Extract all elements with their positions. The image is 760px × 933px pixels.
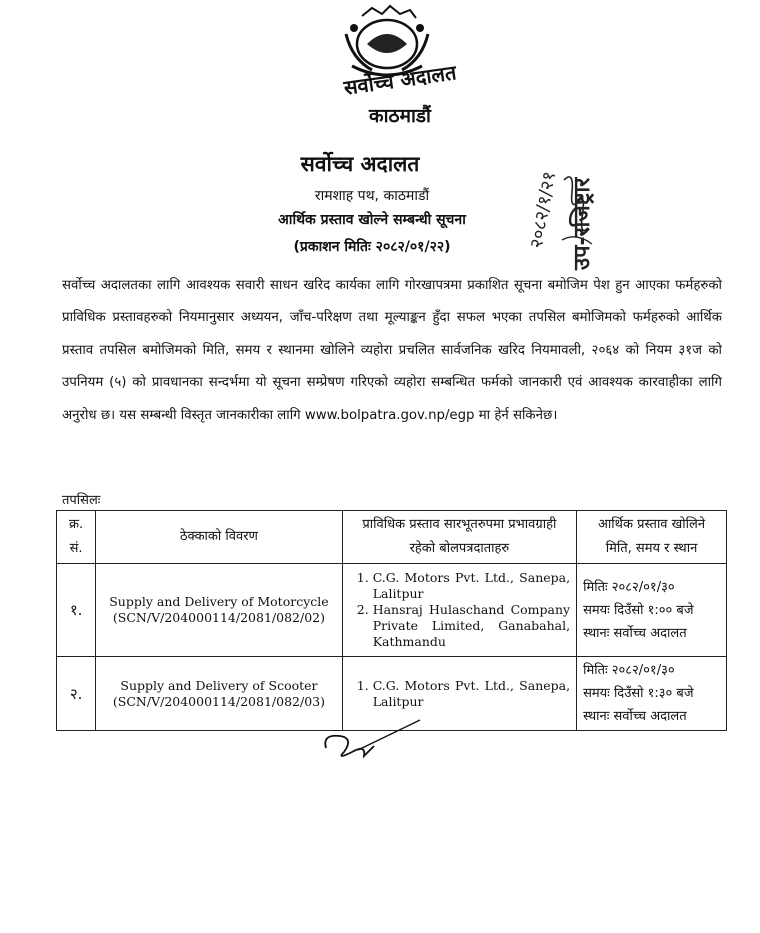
row-opening-info	[577, 564, 727, 657]
opening-place: स्थानः सर्वोच्च अदालत	[583, 709, 687, 724]
table-header-row	[57, 511, 727, 564]
seal-text-line2: काठमाडौं	[369, 105, 431, 127]
schedule-table	[56, 510, 727, 731]
publication-date: (प्रकाशन मितिः २०८२/०१/२२)	[293, 239, 451, 255]
opening-time: समयः दिउँसो १:०० बजे	[583, 602, 694, 618]
row-bidders	[342, 564, 576, 657]
stamp-title: उप-रजिष्ट्रार	[570, 177, 595, 270]
opening-date: मितिः २०८२/०१/३०	[583, 663, 675, 678]
schedule-label: तपसिलः	[62, 493, 101, 508]
notice-title: आर्थिक प्रस्ताव खोल्ने सम्बन्धी सूचना	[278, 212, 466, 228]
bidder-item: 1. C.G. Motors Pvt. Ltd., Sanepa, Lalitpur	[373, 570, 570, 602]
bidder-item: 2. Hansraj Hulaschand Company Private Limited, Ganabahal, Kathmandu	[373, 602, 570, 650]
notice-paragraph: सर्वोच्च अदालतका लागि आवश्यक सवारी साधन खरिद कार्यका लागि गोरखापत्रमा प्रकाशित सूचना बमोजिम पेश हुन आएका फर्महरुको प्राविधिक प्रस्तावहरुको नियमानुसार अध्ययन, जाँच-परिक्षण तथा मूल्याङ्कन हुँदा सफल भएका तपसिल बमोजिमको फर्महरुको आर्थिक प्रस्ताव तपसिल बमोजिमको मिति, समय र स्थानमा खोलिने व्यहोरा प्रचलित सार्वजनिक खरिद नियमावली, २०६४ को नियम ३१ज को उपनियम (५) को प्रावधानका सन्दर्भमा यो सूचना सम्प्रेषण गरिएको व्यहोरा सम्बन्धित फर्मको जानकारी एवं आवश्यक कारवाहीका लागि अनुरोध छ। यस सम्बन्धी विस्तृत जानकारीका लागि www.bolpatra.gov.np/egp मा हेर्न सकिनेछ।	[62, 278, 722, 423]
row-description: Supply and Delivery of Scooter (SCN/V/204000114/2081/082/03)	[96, 657, 342, 731]
organization-address: रामशाह पथ, काठमाडौं	[314, 188, 430, 204]
row-description: Supply and Delivery of Motorcycle (SCN/V/204000114/2081/082/02)	[96, 564, 342, 657]
row-opening-info	[577, 657, 727, 731]
stamp-date: २०८२/१/२१	[525, 169, 561, 250]
bottom-signature-icon	[318, 716, 428, 766]
header-sn: क्र. सं.	[57, 511, 96, 564]
row-sn: १.	[57, 564, 96, 657]
bidder-item: 1. C.G. Motors Pvt. Ltd., Sanepa, Lalitpur	[373, 678, 570, 710]
table-row	[57, 564, 727, 657]
row-sn: २.	[57, 657, 96, 731]
header-description: ठेक्काको विवरण	[96, 511, 342, 564]
opening-time: समयः दिउँसो १:३० बजे	[583, 686, 694, 701]
header-opening: आर्थिक प्रस्ताव खोलिने मिति, समय र स्थान	[577, 511, 727, 564]
organization-title: सर्वोच्च अदालत	[300, 152, 420, 176]
seal-text-line1: सर्वोच्च अदालत	[342, 60, 458, 100]
opening-place: स्थानः सर्वोच्च अदालत	[583, 625, 687, 641]
header-bidders: प्राविधिक प्रस्ताव सारभूतरुपमा प्रभावग्राही रहेको बोलपत्रदाताहरु	[342, 511, 576, 564]
opening-date: मितिः २०८२/०१/३०	[583, 579, 675, 595]
